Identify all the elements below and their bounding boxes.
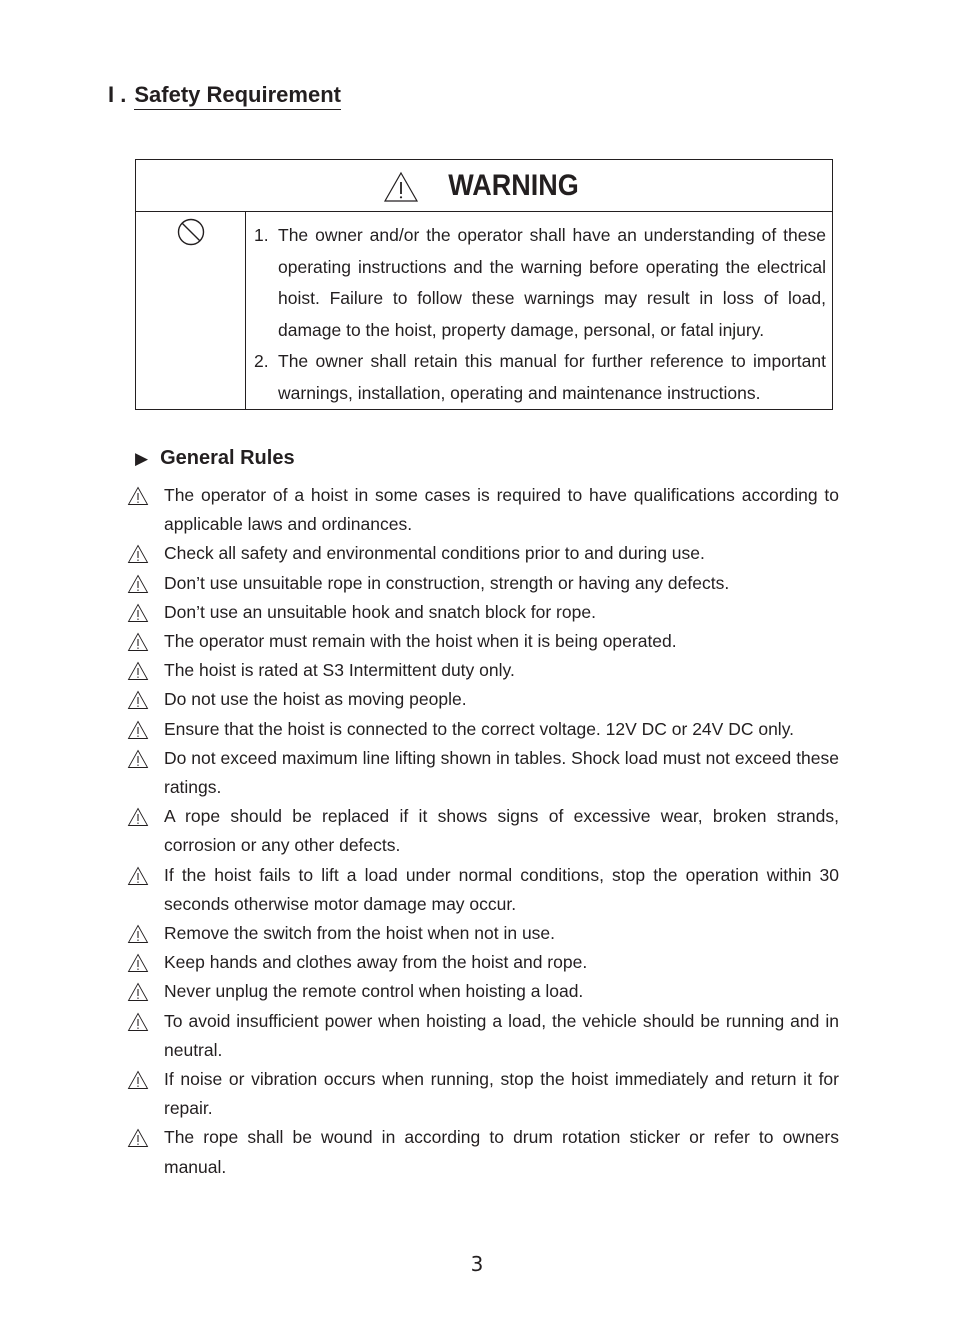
rule-text: Do not use the hoist as moving people. [164, 689, 467, 710]
caution-triangle-icon [127, 574, 149, 594]
rule-item [127, 598, 839, 627]
rule-text: Never unplug the remote control when hoisting a load. [164, 981, 584, 1002]
rule-text: The hoist is rated at S3 Intermittent duty only. [164, 660, 515, 681]
rule-item [127, 685, 839, 714]
warning-icon-cell [136, 212, 246, 410]
rule-item [127, 802, 839, 860]
rule-item [127, 656, 839, 685]
rule-item [127, 744, 839, 802]
caution-triangle-icon [127, 603, 149, 623]
caution-triangle-icon [127, 690, 149, 710]
rule-item [127, 1007, 839, 1065]
rule-text: Ensure that the hoist is connected to the correct voltage. 12V DC or 24V DC only. [164, 718, 795, 739]
caution-triangle-icon [127, 661, 149, 681]
caution-triangle-icon [127, 486, 149, 506]
warning-item-number: 2. [254, 351, 269, 371]
warning-text-cell [246, 212, 832, 410]
rule-item [127, 627, 839, 656]
warning-box [135, 159, 833, 410]
caution-triangle-icon [127, 1012, 149, 1032]
caution-triangle-icon [127, 866, 149, 886]
caution-triangle-icon [127, 720, 149, 740]
caution-triangle-icon [127, 807, 149, 827]
caution-triangle-icon [127, 1070, 149, 1090]
warning-item-text: The owner shall retain this manual for further reference to important warnings, installation, operating and maintenance instructions. [278, 351, 826, 403]
rule-text: If noise or vibration occurs when running, stop the hoist immediately and return it for repair. [164, 1069, 839, 1119]
caution-triangle-icon [127, 632, 149, 652]
warning-item-text: The owner and/or the operator shall have an understanding of these operating instructions and the warning before operating the electrical hoist. Failure to follow these warnings may result in loss of load, damage to the hoist, property damage, personal, or fatal injury. [278, 225, 826, 340]
caution-triangle-icon [127, 1128, 149, 1148]
warning-item [254, 346, 832, 409]
rule-text: The rope shall be wound in according to drum rotation sticker or refer to owners manual. [164, 1127, 839, 1177]
rule-item [127, 715, 839, 744]
rule-text: Don’t use an unsuitable hook and snatch block for rope. [164, 601, 596, 622]
rule-text: A rope should be replaced if it shows signs of excessive wear, broken strands, corrosion or any other defects. [164, 806, 839, 856]
rule-item [127, 1065, 839, 1123]
warning-triangle-icon [383, 171, 419, 203]
warning-item-number: 1. [254, 225, 269, 245]
arrow-right-icon: ▶ [135, 448, 149, 468]
warning-body [136, 212, 832, 410]
general-rules-list [127, 481, 839, 1182]
rule-text: The operator must remain with the hoist when it is being operated. [164, 631, 677, 652]
caution-triangle-icon [127, 749, 149, 769]
caution-triangle-icon [127, 953, 149, 973]
rule-text: The operator of a hoist in some cases is required to have qualifications according to applicable laws and ordinances. [164, 485, 839, 535]
rule-item [127, 481, 839, 539]
section-number: I . [108, 82, 127, 107]
rule-item [127, 861, 839, 919]
rule-text: Keep hands and clothes away from the hoist and rope. [164, 952, 588, 973]
rule-item [127, 539, 839, 568]
general-rules-heading [135, 447, 295, 470]
rule-text: Do not exceed maximum line lifting shown in tables. Shock load must not exceed these ratings. [164, 747, 839, 798]
page-number: 3 [470, 1252, 484, 1276]
caution-triangle-icon [127, 982, 149, 1002]
caution-triangle-icon [127, 544, 149, 564]
section-title: Safety Requirement [134, 82, 341, 110]
warning-header [136, 160, 832, 212]
prohibition-icon [177, 218, 205, 246]
rule-item [127, 977, 839, 1006]
rule-text: To avoid insufficient power when hoisting a load, the vehicle should be running and in neutral. [164, 1010, 839, 1060]
rule-text: Don’t use unsuitable rope in construction, strength or having any defects. [164, 572, 730, 593]
caution-triangle-icon [127, 924, 149, 944]
warning-title: WARNING [447, 168, 579, 202]
rule-text: Remove the switch from the hoist when not in use. [164, 923, 556, 944]
rule-text: If the hoist fails to lift a load under normal conditions, stop the operation within 30 seconds otherwise motor damage may occur. [164, 864, 839, 914]
general-rules-title: General Rules [160, 447, 295, 469]
section-heading [108, 82, 341, 110]
rule-item [127, 1123, 839, 1181]
rule-text: Check all safety and environmental conditions prior to and during use. [164, 543, 705, 564]
rule-item [127, 569, 839, 598]
rule-item [127, 919, 839, 948]
warning-item [254, 220, 832, 346]
rule-item [127, 948, 839, 977]
